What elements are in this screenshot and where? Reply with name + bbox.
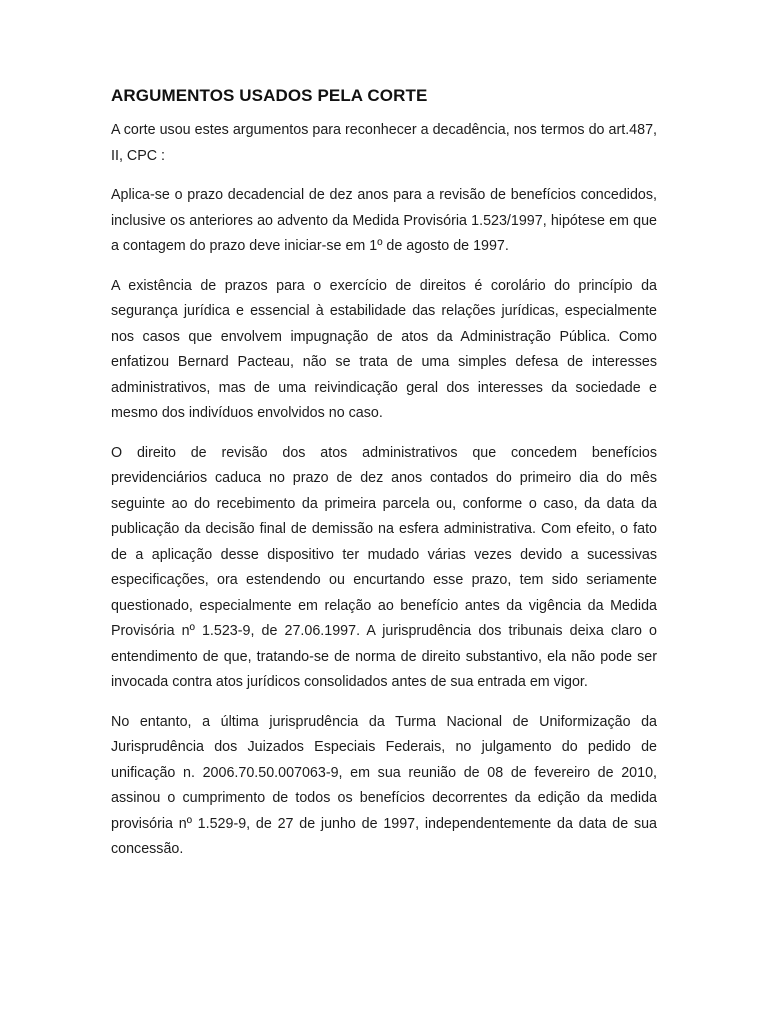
paragraph-direito-revisao: O direito de revisão dos atos administrativos que concedem benefícios previdenciários caduca no prazo de dez anos contados do primeiro dia do mês seguinte ao do recebimento da primeira parcela ou, conforme o caso, da data da publicação da decisão final de demissão na esfera administrativa. Com efeito, o fato de a aplicação desse dispositivo ter mudado várias vezes devido a sucessivas especificações, ora estendendo ou encurtando esse prazo, tem sido seriamente questionado, especialmente em relação ao benefício antes da vigência da Medida Provisória nº 1.523-9, de 27.06.1997. A jurisprudência dos tribunais deixa claro o entendimento de que, tratando-se de norma de direito substantivo, ela não pode ser invocada contra atos jurídicos consolidados antes de sua entrada em vigor. [111,444,657,690]
paragraph-seguranca-juridica: A existência de prazos para o exercício de direitos é corolário do princípio da segurança jurídica e essencial à estabilidade das relações jurídicas, especialmente nos casos que envolvem impugnação de atos da Administração Pública. Como enfatizou Bernard Pacteau, não se trata de uma simples defesa de interesses administrativos, mas de uma reivindicação geral dos interesses da sociedade e mesmo dos indivíduos envolvidos no caso. [111,277,657,421]
document-title: ARGUMENTOS USADOS PELA CORTE [111,86,428,105]
paragraph-prazo-decadencial: Aplica-se o prazo decadencial de dez anos para a revisão de benefícios concedidos, inclusive os anteriores ao advento da Medida Provisória 1.523/1997, hipótese em que a contagem do prazo deve iniciar-se em 1º de agosto de 1997. [111,187,657,254]
paragraph-intro: A corte usou estes argumentos para reconhecer a decadência, nos termos do art.487, II, CPC : [111,122,657,164]
paragraph-jurisprudencia-tnu: No entanto, a última jurisprudência da Turma Nacional de Uniformização da Jurisprudência dos Juizados Especiais Federais, no julgamento do pedido de unificação n. 2006.70.50.007063-9, em sua reunião de 08 de fevereiro de 2010, assinou o cumprimento de todos os benefícios decorrentes da edição da medida provisória nº 1.529-9, de 27 de junho de 1997, independentemente da data de sua concessão. [111,713,657,857]
